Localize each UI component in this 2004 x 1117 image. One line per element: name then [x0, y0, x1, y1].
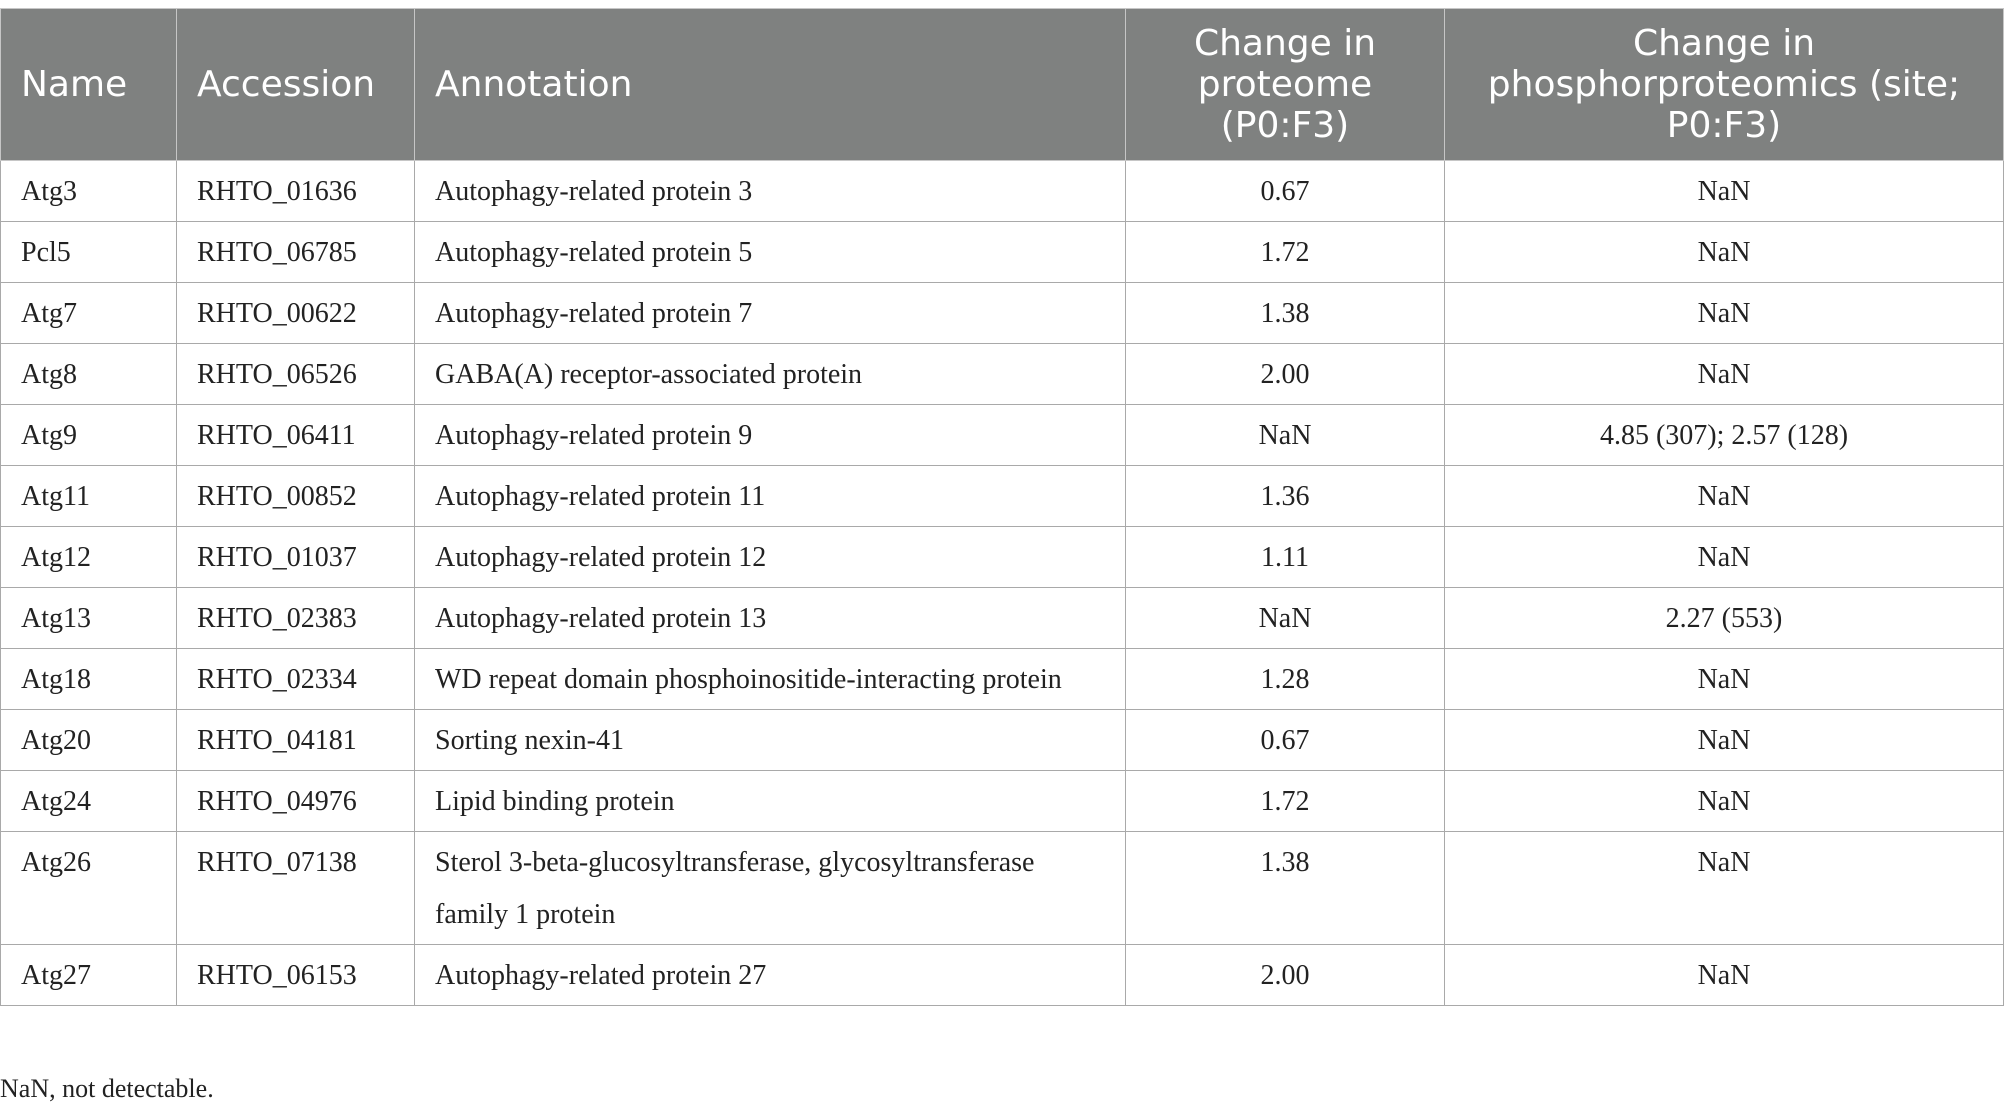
cell-phospho-change: NaN [1445, 344, 2004, 405]
cell-annotation: Autophagy-related protein 27 [415, 945, 1126, 1006]
cell-name: Atg3 [1, 161, 177, 222]
header-annotation: Annotation [415, 9, 1126, 161]
autophagy-protein-table [0, 8, 2004, 1006]
table-row [1, 710, 2004, 771]
cell-phospho-change: NaN [1445, 466, 2004, 527]
cell-phospho-change: 4.85 (307); 2.57 (128) [1445, 405, 2004, 466]
table-container [0, 8, 2003, 1006]
cell-proteome-change: 1.36 [1126, 466, 1445, 527]
cell-name: Atg20 [1, 710, 177, 771]
cell-phospho-change: NaN [1445, 649, 2004, 710]
header-row [1, 9, 2004, 161]
header-change-in-phosphoproteomics: Change in phosphorproteomics (site; P0:F3) [1445, 9, 2004, 161]
cell-phospho-change: NaN [1445, 945, 2004, 1006]
table-row [1, 588, 2004, 649]
cell-accession: RHTO_04181 [177, 710, 415, 771]
cell-accession: RHTO_01636 [177, 161, 415, 222]
table-row [1, 344, 2004, 405]
cell-name: Atg26 [1, 832, 177, 945]
cell-name: Atg8 [1, 344, 177, 405]
cell-accession: RHTO_00622 [177, 283, 415, 344]
cell-proteome-change: 1.38 [1126, 283, 1445, 344]
cell-accession: RHTO_02383 [177, 588, 415, 649]
cell-proteome-change: NaN [1126, 405, 1445, 466]
cell-accession: RHTO_01037 [177, 527, 415, 588]
cell-annotation: GABA(A) receptor-associated protein [415, 344, 1126, 405]
cell-proteome-change: 1.11 [1126, 527, 1445, 588]
cell-phospho-change: NaN [1445, 283, 2004, 344]
cell-annotation: Autophagy-related protein 5 [415, 222, 1126, 283]
cell-annotation: Sorting nexin-41 [415, 710, 1126, 771]
table-row [1, 649, 2004, 710]
table-row [1, 405, 2004, 466]
header-accession: Accession [177, 9, 415, 161]
table-footnote: NaN, not detectable. [0, 1074, 214, 1103]
cell-name: Atg24 [1, 771, 177, 832]
table-row [1, 161, 2004, 222]
cell-phospho-change: NaN [1445, 222, 2004, 283]
cell-name: Atg13 [1, 588, 177, 649]
cell-proteome-change: 0.67 [1126, 161, 1445, 222]
cell-accession: RHTO_04976 [177, 771, 415, 832]
cell-annotation: Autophagy-related protein 12 [415, 527, 1126, 588]
cell-name: Atg27 [1, 945, 177, 1006]
cell-phospho-change: 2.27 (553) [1445, 588, 2004, 649]
cell-phospho-change: NaN [1445, 161, 2004, 222]
cell-proteome-change: 2.00 [1126, 344, 1445, 405]
table-body [1, 161, 2004, 1006]
table-row [1, 832, 2004, 945]
cell-proteome-change: 1.28 [1126, 649, 1445, 710]
cell-accession: RHTO_06411 [177, 405, 415, 466]
cell-annotation: Autophagy-related protein 13 [415, 588, 1126, 649]
cell-annotation: Autophagy-related protein 7 [415, 283, 1126, 344]
cell-accession: RHTO_06153 [177, 945, 415, 1006]
cell-annotation: Lipid binding protein [415, 771, 1126, 832]
table-row [1, 466, 2004, 527]
cell-name: Atg18 [1, 649, 177, 710]
cell-name: Atg12 [1, 527, 177, 588]
table-row [1, 222, 2004, 283]
header-name: Name [1, 9, 177, 161]
cell-accession: RHTO_02334 [177, 649, 415, 710]
table-row [1, 283, 2004, 344]
cell-annotation: Autophagy-related protein 11 [415, 466, 1126, 527]
cell-proteome-change: 1.72 [1126, 771, 1445, 832]
header-change-in-proteome: Change in proteome (P0:F3) [1126, 9, 1445, 161]
cell-name: Pcl5 [1, 222, 177, 283]
table-header [1, 9, 2004, 161]
cell-proteome-change: 0.67 [1126, 710, 1445, 771]
table-row [1, 771, 2004, 832]
table-row [1, 527, 2004, 588]
cell-accession: RHTO_06526 [177, 344, 415, 405]
cell-name: Atg11 [1, 466, 177, 527]
cell-proteome-change: NaN [1126, 588, 1445, 649]
cell-name: Atg9 [1, 405, 177, 466]
cell-proteome-change: 2.00 [1126, 945, 1445, 1006]
cell-accession: RHTO_07138 [177, 832, 415, 945]
cell-phospho-change: NaN [1445, 710, 2004, 771]
cell-annotation: Autophagy-related protein 3 [415, 161, 1126, 222]
cell-annotation: Autophagy-related protein 9 [415, 405, 1126, 466]
cell-phospho-change: NaN [1445, 832, 2004, 945]
cell-phospho-change: NaN [1445, 771, 2004, 832]
cell-annotation: WD repeat domain phosphoinositide-interacting protein [415, 649, 1126, 710]
cell-annotation: Sterol 3-beta-glucosyltransferase, glycosyltransferase family 1 protein [415, 832, 1126, 945]
cell-proteome-change: 1.38 [1126, 832, 1445, 945]
cell-accession: RHTO_00852 [177, 466, 415, 527]
cell-phospho-change: NaN [1445, 527, 2004, 588]
table-row [1, 945, 2004, 1006]
cell-name: Atg7 [1, 283, 177, 344]
cell-accession: RHTO_06785 [177, 222, 415, 283]
cell-proteome-change: 1.72 [1126, 222, 1445, 283]
